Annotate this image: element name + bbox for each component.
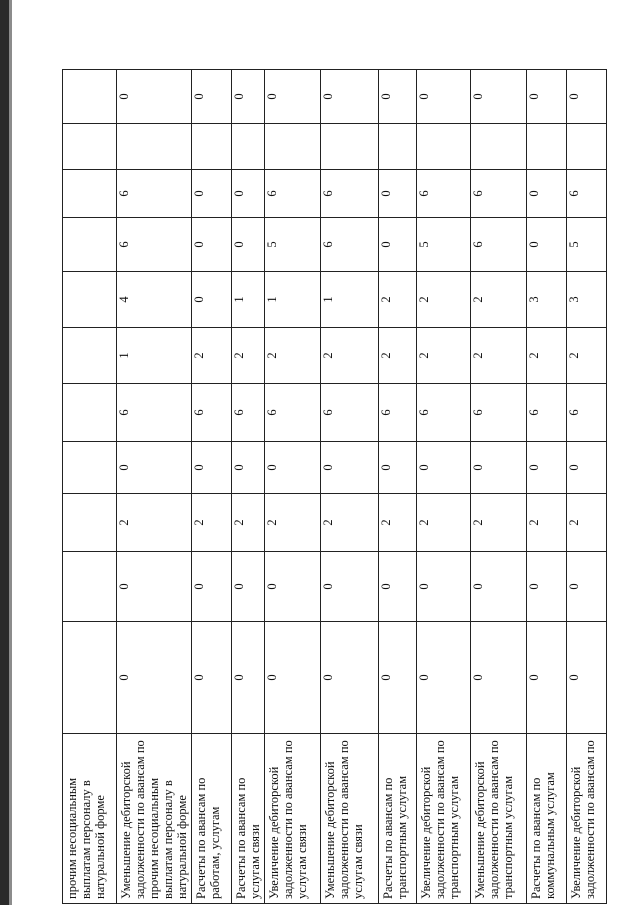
table-cell — [63, 218, 117, 272]
table-cell: 2 — [232, 328, 265, 384]
row-label: Уменьшение дебиторской задолженности по авансам по транспортным услугам — [471, 734, 527, 904]
table-cell: 0 — [265, 442, 321, 494]
row-label: прочим несоциальным выплатам персоналу в натуральной форме — [63, 734, 117, 904]
row-label: Увеличение дебиторской задолженности по авансам по транспортным услугам — [417, 734, 471, 904]
table-cell: 0 — [117, 442, 192, 494]
table-cell: 2 — [265, 328, 321, 384]
table-row — [63, 70, 117, 904]
table-cell — [567, 124, 607, 170]
accounts-table — [62, 69, 607, 904]
table-cell: 0 — [192, 622, 232, 734]
table-cell: 0 — [232, 170, 265, 218]
table-cell: 1 — [321, 272, 379, 328]
table-cell: 1 — [232, 272, 265, 328]
table-cell: 0 — [417, 622, 471, 734]
table-row — [192, 70, 232, 904]
table-cell: 0 — [379, 622, 417, 734]
table-cell: 2 — [417, 272, 471, 328]
table-cell: 2 — [379, 494, 417, 552]
table-cell: 6 — [471, 218, 527, 272]
table-cell: 0 — [527, 442, 567, 494]
table-cell: 0 — [321, 70, 379, 124]
row-label: Увеличение дебиторской задолженности по авансам по — [567, 734, 607, 904]
table-cell: 2 — [567, 328, 607, 384]
table-cell: 6 — [471, 384, 527, 442]
table-cell: 6 — [192, 384, 232, 442]
table-cell: 6 — [471, 170, 527, 218]
table-cell: 5 — [567, 218, 607, 272]
table-cell: 0 — [192, 442, 232, 494]
table-cell — [63, 170, 117, 218]
table-cell — [117, 124, 192, 170]
table-cell: 6 — [567, 170, 607, 218]
row-label: Увеличение дебиторской задолженности по авансам по услугам связи — [265, 734, 321, 904]
table-row — [567, 70, 607, 904]
table-cell — [192, 124, 232, 170]
table-cell: 0 — [527, 218, 567, 272]
table-row — [265, 70, 321, 904]
table-cell: 0 — [471, 552, 527, 622]
rotated-page — [62, 70, 597, 904]
table-cell: 0 — [192, 272, 232, 328]
table-cell: 0 — [379, 218, 417, 272]
table-cell: 0 — [192, 70, 232, 124]
table-row — [417, 70, 471, 904]
table-cell: 0 — [192, 552, 232, 622]
table-cell: 0 — [232, 442, 265, 494]
table-cell: 6 — [379, 384, 417, 442]
table-cell: 5 — [265, 218, 321, 272]
table-cell — [417, 124, 471, 170]
table-cell: 2 — [417, 328, 471, 384]
table-cell — [471, 124, 527, 170]
table-cell — [232, 124, 265, 170]
table-cell: 0 — [567, 70, 607, 124]
table-cell: 0 — [527, 70, 567, 124]
table-cell: 0 — [417, 442, 471, 494]
table-cell: 0 — [527, 622, 567, 734]
table-cell — [63, 552, 117, 622]
table-cell — [527, 124, 567, 170]
table-cell — [379, 124, 417, 170]
table-cell: 0 — [471, 622, 527, 734]
table-cell: 0 — [567, 442, 607, 494]
table-cell: 0 — [232, 218, 265, 272]
table-cell: 0 — [117, 622, 192, 734]
table-cell: 0 — [321, 552, 379, 622]
table-cell: 0 — [265, 622, 321, 734]
table-cell: 0 — [379, 70, 417, 124]
table-row — [379, 70, 417, 904]
table-cell — [63, 384, 117, 442]
row-label: Расчеты по авансам по транспортным услугам — [379, 734, 417, 904]
table-cell: 6 — [117, 218, 192, 272]
table-cell: 0 — [321, 442, 379, 494]
table-cell: 0 — [527, 170, 567, 218]
row-label: Расчеты по авансам по коммунальным услугам — [527, 734, 567, 904]
table-cell: 0 — [232, 622, 265, 734]
table-cell: 4 — [117, 272, 192, 328]
table-cell: 2 — [232, 494, 265, 552]
table-cell: 0 — [379, 552, 417, 622]
table-cell — [63, 622, 117, 734]
table-cell: 0 — [117, 552, 192, 622]
table-cell: 0 — [232, 552, 265, 622]
table-cell: 2 — [321, 494, 379, 552]
table-cell: 6 — [527, 384, 567, 442]
table-cell: 3 — [527, 272, 567, 328]
table-cell: 3 — [567, 272, 607, 328]
table-cell — [265, 124, 321, 170]
table-cell: 2 — [567, 494, 607, 552]
table-cell: 0 — [117, 70, 192, 124]
table-cell: 0 — [265, 70, 321, 124]
table-cell: 0 — [379, 442, 417, 494]
table-cell: 0 — [192, 170, 232, 218]
scan-edge-shadow — [9, 0, 12, 905]
table-cell — [63, 494, 117, 552]
table-cell: 6 — [265, 384, 321, 442]
table-cell — [63, 70, 117, 124]
table-row — [471, 70, 527, 904]
table-cell: 2 — [321, 328, 379, 384]
row-label: Уменьшение дебиторской задолженности по авансам по услугам связи — [321, 734, 379, 904]
row-label: Расчеты по авансам по услугам связи — [232, 734, 265, 904]
table-cell: 0 — [417, 70, 471, 124]
table-cell: 0 — [379, 170, 417, 218]
table-cell: 2 — [379, 272, 417, 328]
table-cell: 0 — [471, 442, 527, 494]
table-cell: 5 — [417, 218, 471, 272]
table-cell: 6 — [117, 170, 192, 218]
table-cell: 2 — [471, 328, 527, 384]
table-cell: 6 — [321, 384, 379, 442]
table-row — [321, 70, 379, 904]
table-cell: 6 — [265, 170, 321, 218]
table-cell: 0 — [527, 552, 567, 622]
table-cell: 2 — [417, 494, 471, 552]
table-cell: 0 — [192, 218, 232, 272]
table-cell: 0 — [321, 622, 379, 734]
table-cell: 6 — [232, 384, 265, 442]
table-row — [232, 70, 265, 904]
table-cell: 0 — [232, 70, 265, 124]
table-body — [63, 70, 607, 904]
table-cell: 0 — [265, 552, 321, 622]
table-cell: 1 — [117, 328, 192, 384]
table-cell: 2 — [527, 328, 567, 384]
table-cell: 0 — [471, 70, 527, 124]
table-cell — [63, 442, 117, 494]
table-row — [117, 70, 192, 904]
table-cell: 6 — [321, 218, 379, 272]
table-cell: 6 — [417, 384, 471, 442]
table-cell: 2 — [471, 494, 527, 552]
table-cell: 2 — [527, 494, 567, 552]
table-cell: 0 — [567, 552, 607, 622]
table-cell: 2 — [117, 494, 192, 552]
table-cell: 2 — [265, 494, 321, 552]
row-label: Расчеты по авансам по работам, услугам — [192, 734, 232, 904]
table-cell: 6 — [417, 170, 471, 218]
row-label: Уменьшение дебиторской задолженности по авансам по прочим несоциальным выплатам персоналу в натуральной форме — [117, 734, 192, 904]
table-cell: 2 — [471, 272, 527, 328]
table-cell: 1 — [265, 272, 321, 328]
table-cell: 0 — [567, 622, 607, 734]
table-cell: 0 — [417, 552, 471, 622]
table-cell — [63, 124, 117, 170]
table-row — [527, 70, 567, 904]
table-cell — [63, 272, 117, 328]
table-cell: 6 — [567, 384, 607, 442]
table-cell: 6 — [117, 384, 192, 442]
table-cell: 2 — [379, 328, 417, 384]
table-cell: 2 — [192, 328, 232, 384]
table-cell — [321, 124, 379, 170]
table-cell — [63, 328, 117, 384]
table-cell: 6 — [321, 170, 379, 218]
scan-edge — [0, 0, 9, 905]
table-cell: 2 — [192, 494, 232, 552]
